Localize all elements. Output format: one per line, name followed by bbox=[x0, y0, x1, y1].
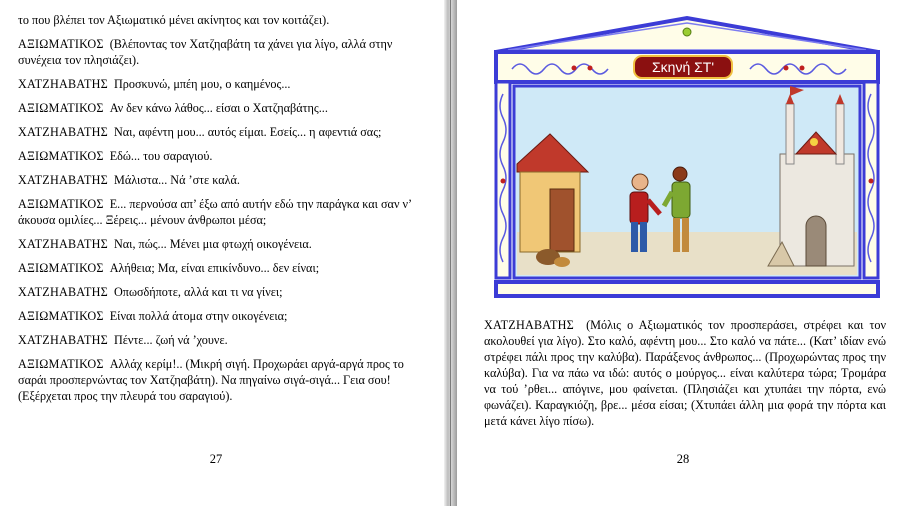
book-gutter bbox=[444, 0, 457, 506]
speaker-name: ΑΞΙΩΜΑΤΙΚΟΣ bbox=[18, 197, 104, 211]
paragraph bbox=[18, 124, 421, 140]
paragraph bbox=[18, 76, 421, 92]
paragraph bbox=[18, 284, 421, 300]
speaker-name: ΧΑΤΖΗΑΒΑΤΗΣ bbox=[18, 173, 108, 187]
left-page bbox=[0, 0, 444, 506]
paragraph bbox=[18, 356, 421, 404]
page-number: 28 bbox=[676, 452, 690, 466]
paragraph bbox=[18, 332, 421, 348]
paragraph bbox=[18, 308, 421, 324]
right-page bbox=[457, 0, 901, 506]
speaker-name: ΧΑΤΖΗΑΒΑΤΗΣ bbox=[18, 333, 108, 347]
hut-door bbox=[550, 189, 574, 251]
line-text: Ναι, αφέντη μου... αυτός είμαι. Εσείς... η αφεντιά σας; bbox=[113, 125, 382, 139]
line-text: (Μόλις ο Αξιωματικός τον προσπεράσει, στρέφει και τον ακολουθεί για λίγο). Στο καλό, αφέντη μου... Στο καλό να πάτε... (Κατ’ ιδίαν ενώ στρέφει πάλι προς την καλύβα). Παράξενος άνθρωπος... (Προχωρώντας προς την καλύβα). Για να πάω να ιδώ: αυτός ο μούργος... είναι καλύτερα τώρα; Τρομάρα να τού ’ρθει... απόγινε, μου φαίνεται. (Πλησιάζει και χτυπάει την πόρτα, ενώ φωνάζει). Καραγκιόζη, βρε... μέσα είσαι; (Χτυπάει άλλη μια φορά την πόρτα και μετά κάνει λίγο πίσω). bbox=[484, 318, 887, 428]
speaker-name: ΧΑΤΖΗΑΒΑΤΗΣ bbox=[18, 237, 108, 251]
line-text: Αλλάχ κερίμ!.. (Μικρή σιγή. Προχωράει αργά-αργά προς το σαράι προσπερνώντας τον Χατζηαβάτη). Να πηγαίνω σιγά-σιγά... Γεια σου! (Εξέρχεται προς την πλευρά του σαραγιού). bbox=[18, 357, 404, 403]
paragraph bbox=[18, 236, 421, 252]
line-text: Ναι, πώς... Μένει μια φτωχή οικογένεια. bbox=[113, 237, 312, 251]
left-page-text bbox=[18, 10, 421, 412]
paragraph bbox=[18, 100, 421, 116]
shadow-theatre-illustration bbox=[490, 14, 884, 299]
line-text: Ε... περνούσα απ’ έξω από αυτήν εδώ την παράγκα και σαν ν’ άκουσα ομιλίες... Ξέρεις... μένουν άνθρωποι μέσα; bbox=[18, 197, 412, 227]
speaker-name: ΑΞΙΩΜΑΤΙΚΟΣ bbox=[18, 261, 104, 275]
pediment bbox=[496, 18, 878, 52]
line-text: Εδώ... του σαραγιού. bbox=[109, 149, 213, 163]
speaker-name: ΧΑΤΖΗΑΒΑΤΗΣ bbox=[18, 285, 108, 299]
paragraph bbox=[18, 36, 421, 68]
speaker-name: ΑΞΙΩΜΑΤΙΚΟΣ bbox=[18, 149, 104, 163]
speaker-name: ΑΞΙΩΜΑΤΙΚΟΣ bbox=[18, 309, 104, 323]
scene-title: Σκηνή ΣΤ' bbox=[652, 59, 714, 75]
speaker-name: ΧΑΤΖΗΑΒΑΤΗΣ bbox=[484, 318, 574, 332]
line-text: Αν δεν κάνω λάθος... είσαι ο Χατζηαβάτης... bbox=[109, 101, 328, 115]
line-text: Προσκυνώ, μπέη μου, ο καημένος... bbox=[113, 77, 291, 91]
page-number: 27 bbox=[209, 452, 223, 466]
pediment-ornament bbox=[683, 28, 691, 36]
speaker-name: ΧΑΤΖΗΑΒΑΤΗΣ bbox=[18, 77, 108, 91]
line-text: Πέντε... ζωή νά ’χουνε. bbox=[113, 333, 228, 347]
paragraph bbox=[18, 172, 421, 188]
speaker-name: ΑΞΙΩΜΑΤΙΚΟΣ bbox=[18, 357, 104, 371]
stage-direction: το που βλέπει τον Αξιωματικό μένει ακίνητος και τον κοιτάζει). bbox=[18, 13, 330, 27]
line-text: Οπωσδήποτε, αλλά και τι να γίνει; bbox=[113, 285, 283, 299]
speaker-name: ΑΞΙΩΜΑΤΙΚΟΣ bbox=[18, 37, 104, 51]
line-text: Είναι πολλά άτομα στην οικογένεια; bbox=[109, 309, 288, 323]
line-text: Μάλιστα... Νά ’στε καλά. bbox=[113, 173, 240, 187]
stage-base bbox=[496, 282, 878, 296]
speaker-name: ΑΞΙΩΜΑΤΙΚΟΣ bbox=[18, 101, 104, 115]
paragraph bbox=[18, 196, 421, 228]
paragraph bbox=[18, 260, 421, 276]
speaker-name: ΧΑΤΖΗΑΒΑΤΗΣ bbox=[18, 125, 108, 139]
paragraph bbox=[18, 12, 421, 28]
line-text: (Βλέποντας τον Χατζηαβάτη τα χάνει για λίγο, αλλά στην συνέχεια τον πλησιάζει). bbox=[18, 37, 393, 67]
line-text: Αλήθεια; Μα, είναι επικίνδυνο... δεν είναι; bbox=[109, 261, 320, 275]
right-page-text bbox=[484, 317, 886, 429]
paragraph bbox=[18, 148, 421, 164]
